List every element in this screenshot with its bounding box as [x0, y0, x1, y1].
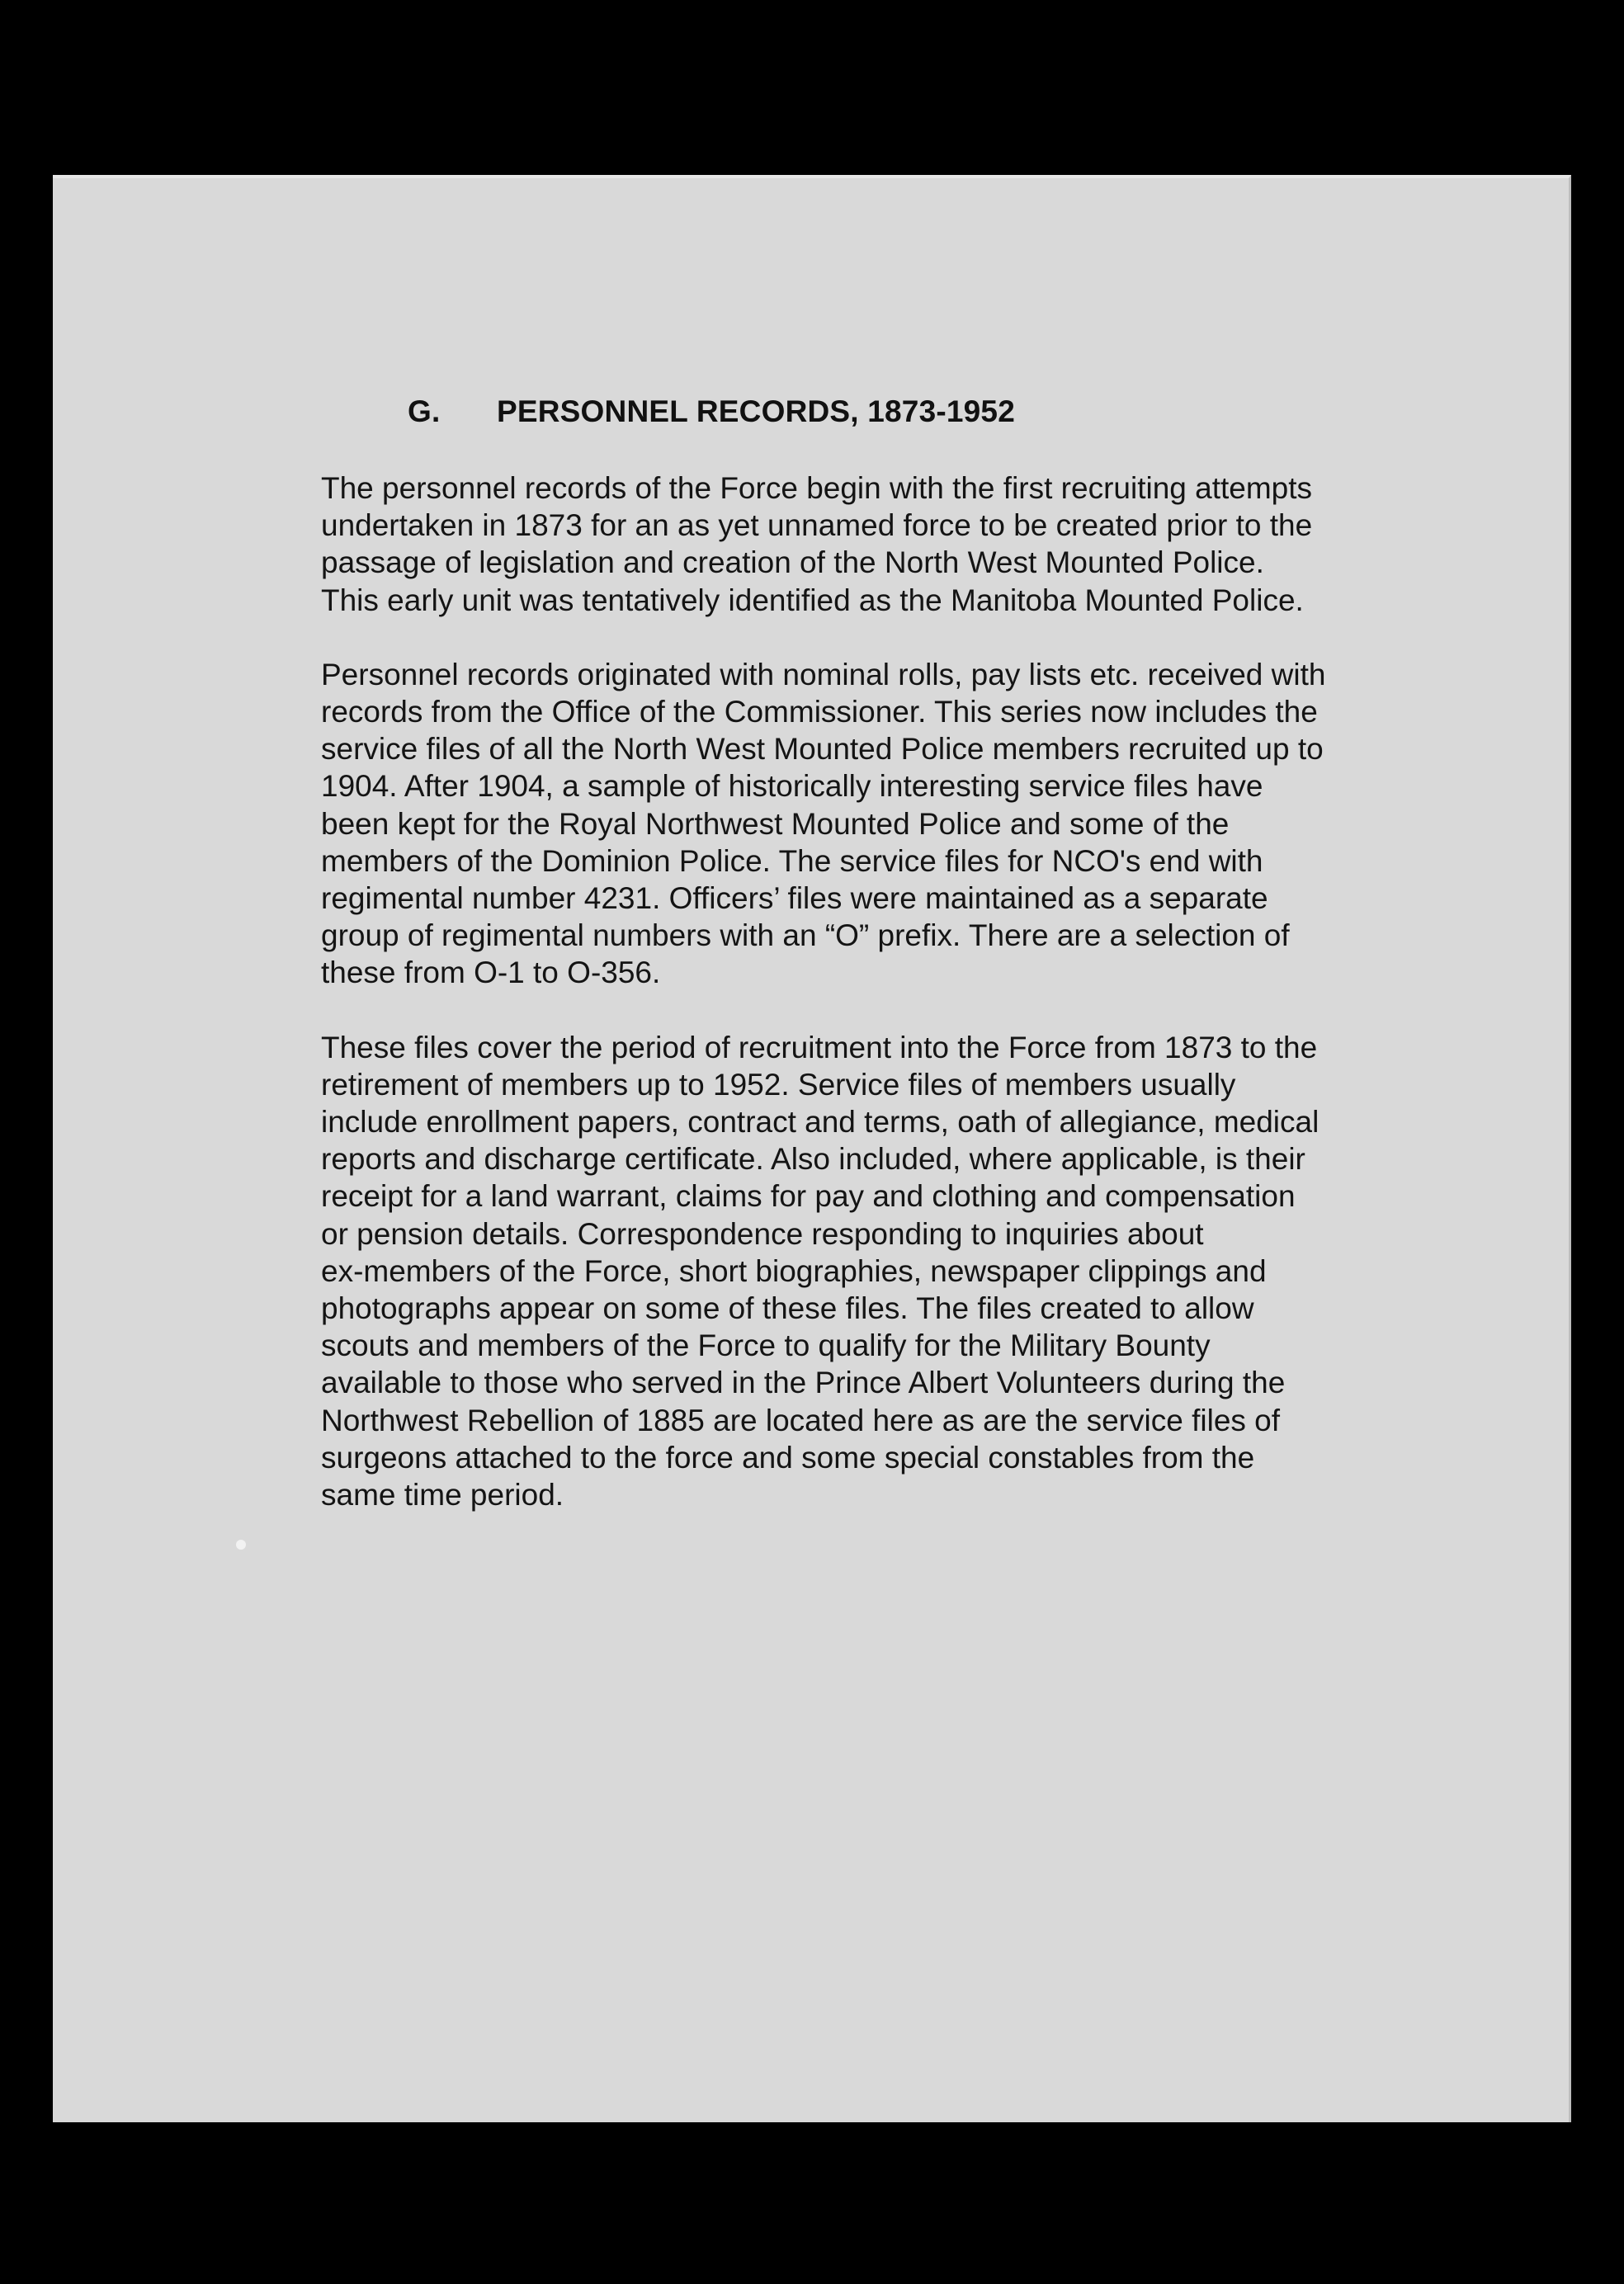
text-line: Northwest Rebellion of 1885 are located here as are the service files of: [321, 1403, 1281, 1437]
text-line: scouts and members of the Force to qualify for the Military Bounty: [321, 1328, 1211, 1363]
body-text: [321, 470, 1542, 1550]
paragraph-origins: [321, 656, 1542, 992]
text-line: passage of legislation and creation of the North West Mounted Police.: [321, 545, 1264, 580]
text-line: This early unit was tentatively identified as the Manitoba Mounted Police.: [321, 583, 1304, 617]
section-letter: G.: [408, 394, 441, 428]
text-line: reports and discharge certificate. Also included, where applicable, is their: [321, 1142, 1305, 1177]
text-line: photographs appear on some of these files. The files created to allow: [321, 1291, 1254, 1326]
text-line: same time period.: [321, 1478, 564, 1512]
text-line: Personnel records originated with nominal rolls, pay lists etc. received with: [321, 657, 1326, 691]
text-line: 1904. After 1904, a sample of historically interesting service files have: [321, 769, 1263, 804]
text-line: retirement of members up to 1952. Service files of members usually: [321, 1067, 1236, 1102]
text-line: The personnel records of the Force begin with the first recruiting attempts: [321, 471, 1313, 505]
text-line: ex-members of the Force, short biographies, newspaper clippings and: [321, 1253, 1267, 1288]
text-line: these from O-1 to O-356.: [321, 956, 661, 990]
text-line: members of the Dominion Police. The service files for NCO's end with: [321, 843, 1263, 878]
text-line: These files cover the period of recruitment into the Force from 1873 to the: [321, 1030, 1318, 1064]
text-line: or pension details. Correspondence responding to inquiries about: [321, 1216, 1204, 1251]
text-line: undertaken in 1873 for an as yet unnamed force to be created prior to the: [321, 508, 1313, 543]
section-heading: [408, 394, 1015, 429]
text-line: records from the Office of the Commissioner. This series now includes the: [321, 695, 1318, 729]
scanned-page: [53, 175, 1571, 2122]
text-line: service files of all the North West Mounted Police members recruited up to: [321, 732, 1324, 767]
text-line: surgeons attached to the force and some special constables from the: [321, 1440, 1255, 1475]
text-line: regimental number 4231. Officers’ files were maintained as a separate: [321, 881, 1268, 916]
text-line: available to those who served in the Prince Albert Volunteers during the: [321, 1366, 1286, 1400]
scan-speck: [236, 1540, 246, 1550]
text-line: include enrollment papers, contract and terms, oath of allegiance, medical: [321, 1105, 1320, 1140]
text-line: receipt for a land warrant, claims for pay and clothing and compensation: [321, 1179, 1296, 1214]
text-line: been kept for the Royal Northwest Mounted Police and some of the: [321, 806, 1230, 841]
section-title: PERSONNEL RECORDS, 1873-1952: [497, 394, 1015, 428]
paragraph-coverage: [321, 1029, 1542, 1514]
paragraph-intro: [321, 470, 1542, 619]
text-line: group of regimental numbers with an “O” prefix. There are a selection of: [321, 918, 1290, 953]
